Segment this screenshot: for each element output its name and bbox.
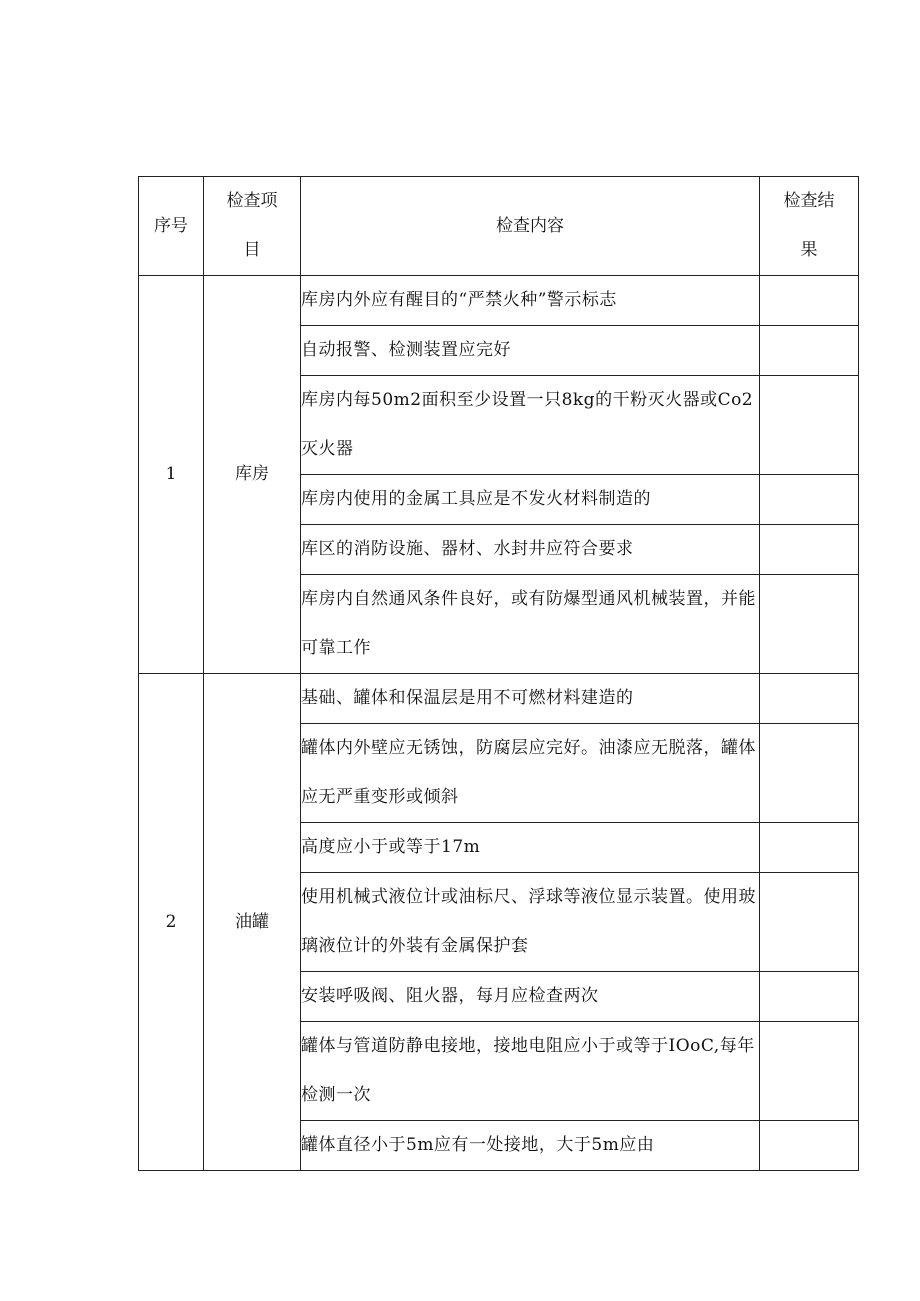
check-result-cell[interactable] (760, 376, 859, 475)
check-result-cell[interactable] (760, 525, 859, 575)
check-content: 库房内外应有醒目的“严禁火种”警示标志 (301, 276, 760, 326)
header-item: 检查项目 (204, 177, 301, 276)
check-content: 罐体直径小于5m应有一处接地，大于5m应由 (301, 1121, 760, 1171)
check-content: 罐体内外壁应无锈蚀，防腐层应完好。油漆应无脱落，罐体应无严重变形或倾斜 (301, 724, 760, 823)
header-index: 序号 (139, 177, 204, 276)
check-content: 基础、罐体和保温层是用不可燃材料建造的 (301, 674, 760, 724)
header-content: 检查内容 (301, 177, 760, 276)
check-content: 罐体与管道防静电接地，接地电阻应小于或等于IOoC,每年检测一次 (301, 1022, 760, 1121)
check-result-cell[interactable] (760, 1022, 859, 1121)
check-content: 使用机械式液位计或油标尺、浮球等液位显示装置。使用玻璃液位计的外装有金属保护套 (301, 873, 760, 972)
check-result-cell[interactable] (760, 326, 859, 376)
check-result-cell[interactable] (760, 823, 859, 873)
check-result-cell[interactable] (760, 1121, 859, 1171)
check-result-cell[interactable] (760, 873, 859, 972)
check-content: 库房内使用的金属工具应是不发火材料制造的 (301, 475, 760, 525)
check-result-cell[interactable] (760, 276, 859, 326)
check-content: 库房内每50m2面积至少设置一只8kg的干粉灭火器或Co2灭火器 (301, 376, 760, 475)
group-index: 1 (139, 276, 204, 674)
check-content: 库区的消防设施、器材、水封井应符合要求 (301, 525, 760, 575)
table-row (139, 276, 859, 326)
check-result-cell[interactable] (760, 575, 859, 674)
check-content: 安装呼吸阀、阻火器，每月应检查两次 (301, 972, 760, 1022)
check-content: 高度应小于或等于17m (301, 823, 760, 873)
group-index: 2 (139, 674, 204, 1171)
table-row (139, 674, 859, 724)
table-header-row (139, 177, 859, 276)
check-result-cell[interactable] (760, 972, 859, 1022)
group-item: 库房 (204, 276, 301, 674)
header-result: 检查结果 (760, 177, 859, 276)
check-result-cell[interactable] (760, 475, 859, 525)
inspection-table (138, 176, 859, 1171)
check-content: 自动报警、检测装置应完好 (301, 326, 760, 376)
check-result-cell[interactable] (760, 674, 859, 724)
check-content: 库房内自然通风条件良好，或有防爆型通风机械装置，并能可靠工作 (301, 575, 760, 674)
group-item: 油罐 (204, 674, 301, 1171)
check-result-cell[interactable] (760, 724, 859, 823)
